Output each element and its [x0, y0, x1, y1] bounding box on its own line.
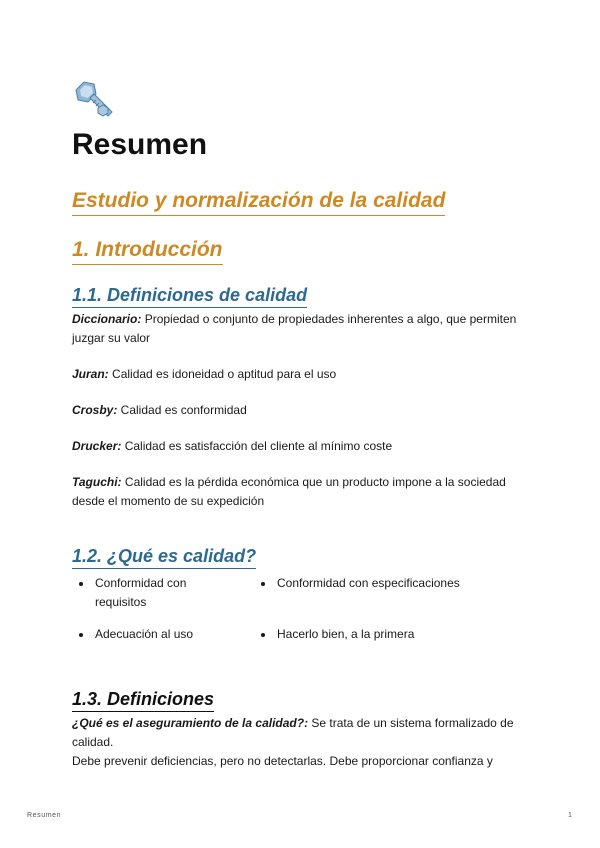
- definition-term: Crosby:: [72, 403, 118, 417]
- definition-text: Calidad es conformidad: [117, 403, 247, 417]
- list-item: Adecuación al uso: [73, 625, 255, 644]
- intro-heading: 1. Introducción: [72, 238, 223, 265]
- definition-term: Juran:: [72, 367, 109, 381]
- aseguramiento-paragraph: [72, 714, 534, 771]
- definition-text: Calidad es idoneidad o aptitud para el uso: [108, 367, 337, 381]
- definition-term: Drucker:: [72, 439, 122, 453]
- definition-drucker: [72, 437, 534, 456]
- list-item: Hacerlo bien, a la primera: [255, 625, 527, 644]
- definition-term: Taguchi:: [72, 475, 122, 489]
- main-heading: Estudio y normalización de la calidad: [72, 189, 445, 216]
- bolt-icon: [72, 78, 116, 122]
- definition-text: Propiedad o conjunto de propiedades inherentes a algo, que permiten juzgar su valor: [72, 312, 517, 345]
- paragraph-line: Debe prevenir deficiencias, pero no detectarlas. Debe proporcionar confianza y: [72, 754, 493, 768]
- definition-text: Calidad es la pérdida económica que un producto impone a la sociedad desde el momento de su expedición: [72, 475, 506, 508]
- list-item: Conformidad con especificaciones: [255, 574, 527, 593]
- definition-term: ¿Qué es el aseguramiento de la calidad?:: [72, 716, 309, 730]
- section-heading-definiciones: 1.3. Definiciones: [72, 689, 214, 712]
- page-number: 1: [568, 812, 573, 819]
- definition-text: Se trata de un sistema formalizado de calidad.: [72, 716, 514, 749]
- section-heading-que-es-calidad: 1.2. ¿Qué es calidad?: [72, 546, 256, 569]
- definition-taguchi: [72, 473, 534, 511]
- definition-juran: [72, 365, 534, 384]
- definition-crosby: [72, 401, 534, 420]
- definition-term: Diccionario:: [72, 312, 142, 326]
- footer-title: Resumen: [27, 812, 62, 819]
- definition-text: Calidad es satisfacción del cliente al mínimo coste: [121, 439, 393, 453]
- definition-diccionario: [72, 310, 534, 348]
- list-item: Conformidad con requisitos: [73, 574, 215, 612]
- document-title: Resumen: [72, 128, 208, 161]
- section-heading-definiciones-calidad: 1.1. Definiciones de calidad: [72, 285, 307, 308]
